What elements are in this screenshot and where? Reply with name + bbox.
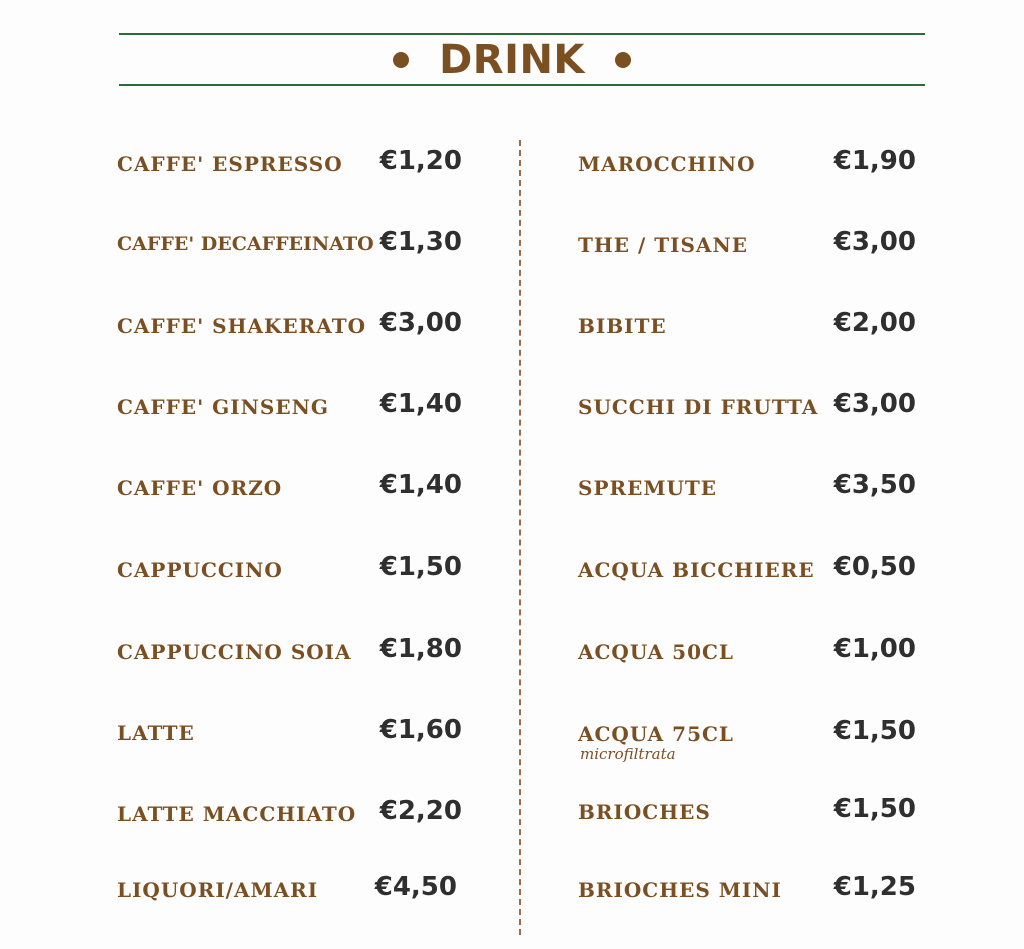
menu-item bbox=[578, 552, 916, 598]
header-top-rule bbox=[119, 33, 925, 35]
bullet-icon bbox=[393, 52, 409, 68]
item-price: €1,50 bbox=[833, 794, 916, 824]
menu-item bbox=[578, 872, 916, 918]
item-price: €1,80 bbox=[379, 634, 462, 664]
item-name: SPREMUTE bbox=[578, 476, 718, 500]
menu-header bbox=[0, 36, 1024, 84]
item-name: CAFFE' SHAKERATO bbox=[117, 314, 366, 338]
item-name: LATTE MACCHIATO bbox=[117, 802, 357, 826]
item-name: BRIOCHES bbox=[578, 800, 711, 824]
menu-item bbox=[117, 872, 462, 918]
item-name: MAROCCHINO bbox=[578, 152, 756, 176]
menu-item bbox=[578, 716, 916, 766]
header-bottom-rule bbox=[119, 84, 925, 86]
menu-item bbox=[578, 146, 916, 192]
item-price: €1,20 bbox=[379, 146, 462, 176]
item-price: €1,40 bbox=[379, 470, 462, 500]
menu-item bbox=[117, 470, 462, 516]
item-name: CAFFE' DECAFFEINATO bbox=[117, 233, 374, 255]
menu-item bbox=[578, 634, 916, 680]
item-name: THE / TISANE bbox=[578, 233, 748, 257]
column-divider bbox=[519, 140, 521, 935]
menu-item bbox=[117, 634, 462, 680]
item-name: BIBITE bbox=[578, 314, 667, 338]
item-price: €3,00 bbox=[379, 308, 462, 338]
item-price: €1,30 bbox=[379, 227, 462, 257]
item-name: SUCCHI DI FRUTTA bbox=[578, 395, 819, 419]
item-name: CAPPUCCINO SOIA bbox=[117, 640, 352, 664]
bullet-icon bbox=[615, 52, 631, 68]
menu-item bbox=[117, 146, 462, 192]
menu-item bbox=[578, 389, 916, 435]
menu-item bbox=[117, 796, 462, 842]
item-price: €3,00 bbox=[833, 227, 916, 257]
item-price: €2,20 bbox=[379, 796, 462, 826]
item-name: CAFFE' GINSENG bbox=[117, 395, 329, 419]
item-price: €1,50 bbox=[833, 716, 916, 746]
menu-item bbox=[578, 470, 916, 516]
item-price: €0,50 bbox=[833, 552, 916, 582]
item-price: €1,60 bbox=[379, 715, 462, 745]
menu-item bbox=[117, 227, 462, 273]
menu-item bbox=[117, 552, 462, 598]
menu-item bbox=[117, 715, 462, 761]
item-price: €1,25 bbox=[833, 872, 916, 902]
item-name: CAFFE' ESPRESSO bbox=[117, 152, 343, 176]
item-name: CAPPUCCINO bbox=[117, 558, 283, 582]
menu-item bbox=[117, 389, 462, 435]
item-price: €2,00 bbox=[833, 308, 916, 338]
menu-item bbox=[117, 308, 462, 354]
item-price: €3,00 bbox=[833, 389, 916, 419]
item-price: €4,50 bbox=[374, 872, 457, 902]
item-price: €3,50 bbox=[833, 470, 916, 500]
item-price: €1,40 bbox=[379, 389, 462, 419]
menu-item bbox=[578, 308, 916, 354]
item-name: ACQUA 75CL bbox=[578, 722, 734, 746]
item-name: ACQUA 50CL bbox=[578, 640, 734, 664]
item-name: CAFFE' ORZO bbox=[117, 476, 283, 500]
item-name: LATTE bbox=[117, 721, 195, 745]
item-name: ACQUA BICCHIERE bbox=[578, 558, 815, 582]
item-price: €1,90 bbox=[833, 146, 916, 176]
item-name: LIQUORI/AMARI bbox=[117, 878, 319, 902]
menu-item bbox=[578, 794, 916, 840]
menu-item bbox=[578, 227, 916, 273]
item-price: €1,50 bbox=[379, 552, 462, 582]
item-price: €1,00 bbox=[833, 634, 916, 664]
item-name: BRIOCHES MINI bbox=[578, 878, 782, 902]
menu-title: DRINK bbox=[439, 37, 585, 83]
item-note: microfiltrata bbox=[580, 745, 676, 763]
